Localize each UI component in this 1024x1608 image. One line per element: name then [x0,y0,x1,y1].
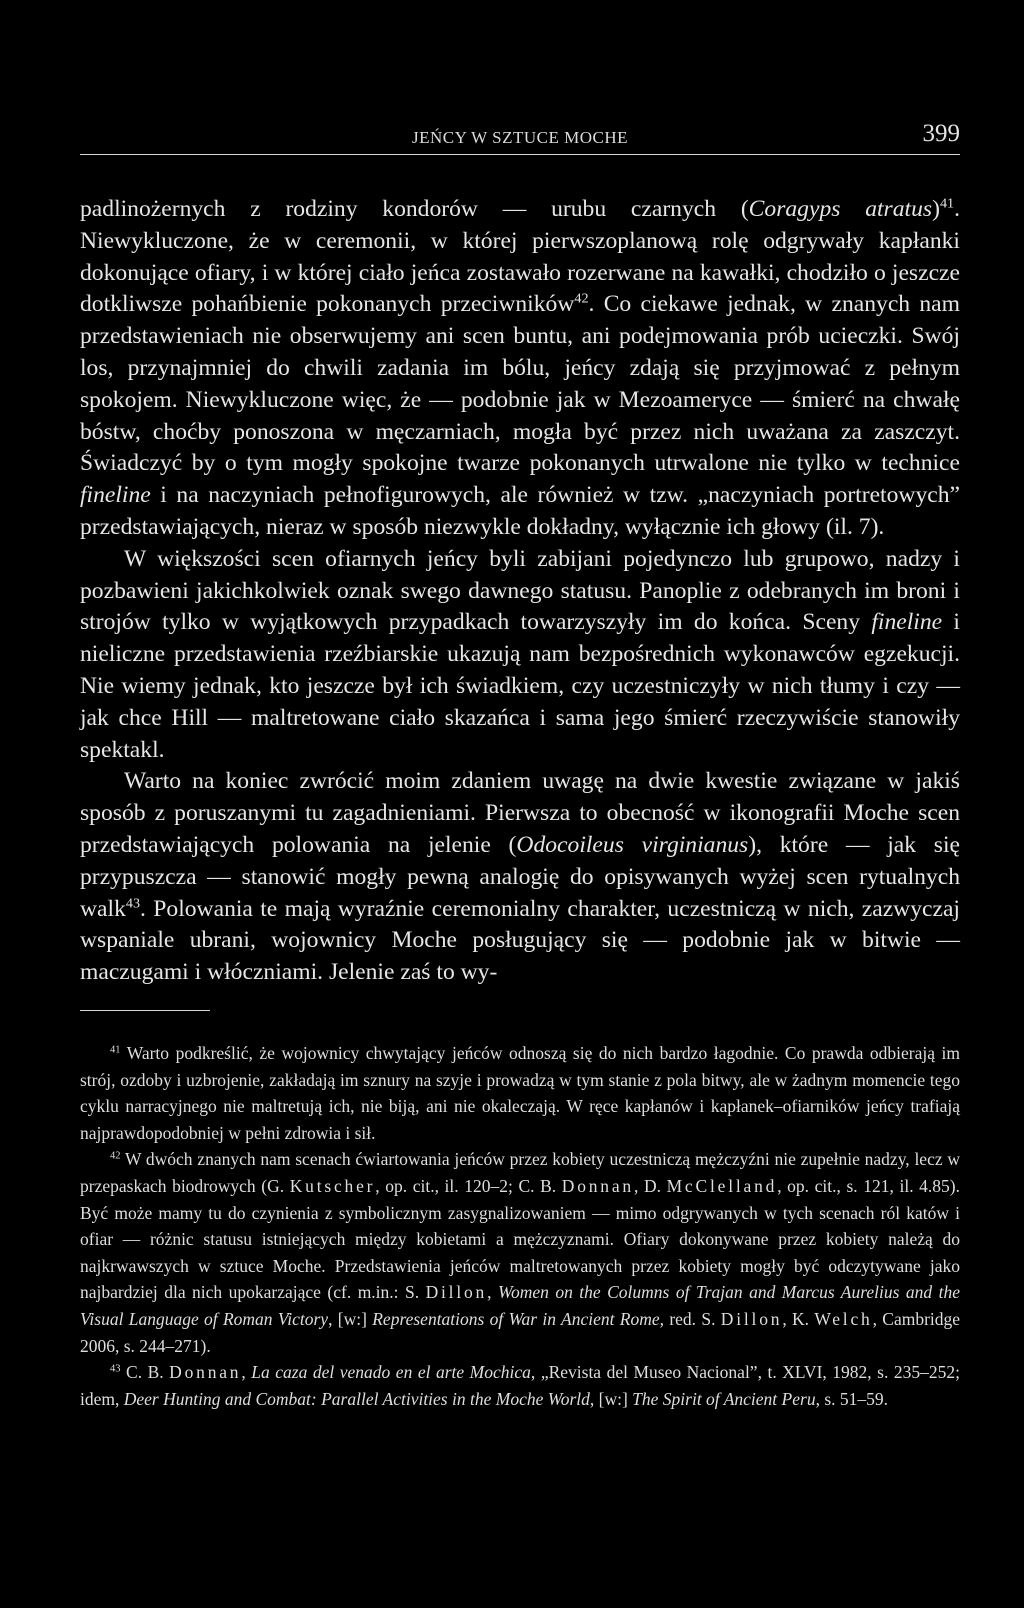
paragraph-1: padlinożernych z rodziny kondorów — urubu czarnych (Coragyps atratus)$^{41}$. Niewykluczone, że w ceremonii, w której pierwszoplanową rolę odgrywały kapłanki dokonujące ofiary, i w której ciało jeńca zostawało rozerwane na kawałki, chodziło o jeszcze dotkliwsze pohańbienie pokonanych przeciwników$^{42}$. Co ciekawe jednak, w znanych nam przedstawieniach nie obserwujemy ani scen buntu, ani podejmowania prób ucieczki. Swój los, przynajmniej do chwili zadania im bólu, jeńcy zdają się przyjmować z pełnym spokojem. Niewykluczone więc, że — podobnie jak w Mezoameryce — śmierć na chwałę bóstw, choćby ponoszona w męczarniach, mogła być przez nich uważana za zaszczyt. Świadczyć by o tym mogły spokojne twarze pokonanych utrwalone nie tylko w technice fineline i na naczyniach pełnofigurowych, ale również w tzw. „naczyniach portretowych” przedstawiających, nieraz w sposób niezwykle dokładny, wyłącznie ich głowy (il. 7). [80,195,960,540]
paragraph-3: Warto na koniec zwrócić moim zdaniem uwagę na dwie kwestie związane w jakiś sposób z poruszanymi tu zagadnieniami. Pierwsza to obecność w ikonografii Moche scen przedstawiających polowania na jelenie (Odocoileus virginianus), które — jak się przypuszcza — stanowić mogły pewną analogię do opisywanych wyżej scen rytualnych walk$^{43}$. Polowania te mają wyraźnie ceremonialny charakter, uczestniczą w nich, zazwyczaj wspaniale ubrani, wojownicy Moche posługujący się — podobnie jak w bitwie — maczugami i włóczniami. Jelenie zaś to wy- [80,768,960,986]
main-text [80,194,960,989]
running-head [80,122,960,155]
footnote-41: $^{41}$ Warto podkreślić, że wojownicy chwytający jeńców odnoszą się do nich bardzo łagodnie. Co prawda odbierają im strój, ozdoby i uzbrojenie, zakładają im sznury na szyje i prowadzą w tym stanie z pola bitwy, ale w żadnym momencie tego cyklu narracyjnego nie maltretują ich, nie biją, ani nie okaleczają. W ręce kapłanów i kapłanek–ofiarników jeńcy trafiają najprawdopodobniej w pełni zdrowia i sił. [80,1043,960,1143]
page-number: 399 [922,120,960,147]
footnotes [80,1040,960,1412]
footnote-43: $^{43}$ C. B. Donnan, La caza del venado en el arte Mochica, „Revista del Museo Nacional”, t. XLVI, 1982, s. 235–252; idem, Deer Hunting and Combat: Parallel Activities in the Moche World, [w:] The Spirit of Ancient Peru, s. 51–59. [80,1362,960,1409]
footnote-separator [80,1010,210,1011]
footnote-ref-43: 43 [125,895,141,912]
paragraph-2: W większości scen ofiarnych jeńcy byli zabijani pojedynczo lub grupowo, nadzy i pozbawieni jakichkolwiek oznak swego dawnego statusu. Panoplie z odebranych im broni i strojów tylko w wyjątkowych przypadkach towarzyszyły im do końca. Sceny fineline i nieliczne przedstawienia rzeźbiarskie ukazują nam bezpośrednich wykonawców egzekucji. Nie wiemy jednak, kto jeszcze był ich świadkiem, czy uczestniczyły w nich tłumy i czy — jak chce Hill — maltretowane ciało skazańca i sama jego śmierć rzeczywiście stanowiły spektakl. [80,545,960,763]
footnote-ref-41: 41 [939,195,955,212]
footnote-42: $^{42}$ W dwóch znanych nam scenach ćwiartowania jeńców przez kobiety uczestniczą mężczyźni nie zupełnie nadzy, lecz w przepaskach biodrowych (G. Kutscher, op. cit., il. 120–2; C. B. Donnan, D. McClelland, op. cit., s. 121, il. 4.85). Być może mamy tu do czynienia z symbolicznym zasygnalizowaniem — mimo odgrywanych w tych scenach ról katów i ofiar — różnic statusu istniejących między kobietami a mężczyznami. Ofiary dokonywane przez kobiety należą do najkrwawszych w sztuce Moche. Przedstawienia jeńców maltretowanych przez kobiety mogły być odczytywane jako najbardziej dla nich upokarzające (cf. m.in.: S. Dillon, Women on the Columns of Trajan and Marcus Aurelius and the Visual Language of Roman Victory, [w:] Representations of War in Ancient Rome, red. S. Dillon, K. Welch, Cambridge 2006, s. 244–271). [80,1149,961,1356]
footnote-ref-42: 42 [574,290,589,307]
running-head-title: JEŃCY W SZTUCE MOCHE [411,128,629,147]
